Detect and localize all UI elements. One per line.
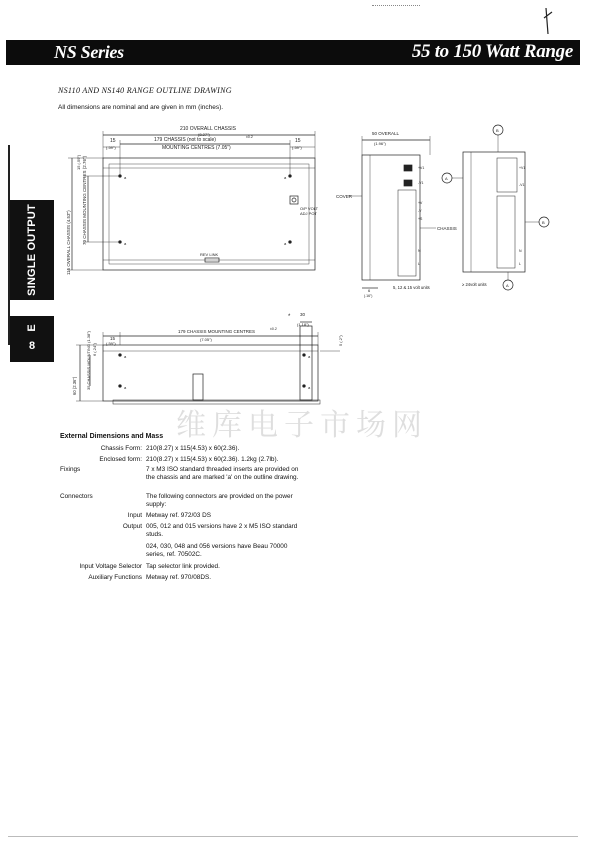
page-tab-letter: E bbox=[26, 324, 38, 332]
spec-label-connectors: Connectors bbox=[60, 493, 93, 500]
svg-text:(1.18"): (1.18") bbox=[297, 322, 309, 327]
svg-text:±0.2: ±0.2 bbox=[246, 135, 253, 139]
svg-text:a: a bbox=[284, 175, 287, 180]
spec-label-input: Input bbox=[127, 512, 142, 519]
svg-text:(.16"): (.16") bbox=[364, 294, 373, 298]
svg-text:-V1: -V1 bbox=[519, 183, 525, 187]
spec-value-enclosed: 210(8.27) x 115(4.53) x 60(2.36). 1.2kg (2.7lb). bbox=[146, 456, 279, 463]
svg-text:-V: -V bbox=[418, 209, 422, 213]
svg-text:*: * bbox=[288, 314, 291, 320]
spec-value-auxiliary: Metway ref. 970/08DS. bbox=[146, 574, 212, 581]
svg-text:B: B bbox=[496, 128, 499, 133]
page-tab-number: 8 bbox=[28, 340, 36, 352]
svg-text:A: A bbox=[445, 176, 448, 181]
spec-value-connectors: The following connectors are provided on the power supply: bbox=[146, 493, 293, 508]
svg-text:N: N bbox=[519, 249, 522, 253]
svg-text:a: a bbox=[124, 385, 127, 390]
spec-value-output: 005, 012 and 015 versions have 2 x M5 ISO standard studs. bbox=[146, 523, 298, 538]
spec-value-input: Metway ref. 972/03 DS bbox=[146, 512, 212, 519]
spec-label-chassis: Chassis Form: bbox=[100, 445, 142, 452]
svg-text:6: 6 bbox=[368, 288, 371, 293]
svg-text:(8.27"): (8.27") bbox=[198, 132, 210, 137]
svg-text:COVER: COVER bbox=[336, 194, 353, 199]
svg-text:-V1: -V1 bbox=[418, 181, 424, 185]
svg-text:50 OVERALL: 50 OVERALL bbox=[372, 131, 400, 136]
front-chassis-label: 179 CHASSIS (not to scale) bbox=[154, 137, 216, 143]
svg-text:O/P VOLT: O/P VOLT bbox=[300, 206, 319, 211]
svg-text:115 OVERALL CHASSIS (4.53"): 115 OVERALL CHASSIS (4.53") bbox=[66, 210, 71, 275]
svg-text:15: 15 bbox=[295, 138, 301, 144]
svg-text:a: a bbox=[308, 385, 311, 390]
series-title: NS Series bbox=[54, 42, 124, 62]
spec-label-fixings: Fixings bbox=[60, 466, 81, 473]
watermark: 维库电子市场网 bbox=[176, 408, 428, 443]
svg-text:N: N bbox=[418, 249, 421, 253]
svg-text:MOUNTING CENTRES (7.05"): MOUNTING CENTRES (7.05") bbox=[162, 145, 231, 151]
svg-text:+V: +V bbox=[418, 201, 423, 205]
range-title: 55 to 150 Watt Range bbox=[411, 41, 573, 62]
svg-text:(7.05"): (7.05") bbox=[200, 337, 212, 342]
svg-text:(.59"): (.59") bbox=[106, 341, 116, 346]
front-view-inner bbox=[109, 164, 309, 264]
svg-text:±0.2: ±0.2 bbox=[270, 327, 277, 331]
spec-label-voltage-selector: Input Voltage Selector bbox=[79, 563, 142, 570]
outline-drawing bbox=[0, 0, 595, 420]
drawing-title: NS110 AND NS140 RANGE OUTLINE DRAWING bbox=[58, 86, 232, 95]
spec-label-enclosed: Enclosed form: bbox=[99, 456, 142, 463]
svg-text:15: 15 bbox=[110, 336, 116, 341]
svg-text:ADJ POT: ADJ POT bbox=[300, 211, 317, 216]
svg-text:+S: +S bbox=[418, 217, 423, 221]
svg-text:≥ 24volt units: ≥ 24volt units bbox=[462, 282, 487, 287]
svg-text:(1.96"): (1.96") bbox=[374, 141, 386, 146]
spec-value-chassis: 210(8.27) x 115(4.53) x 60(2.36). bbox=[146, 445, 240, 452]
spec-value-output-2: 024, 030, 048 and 056 versions have Beau 70000 series, ref. 70502C. bbox=[146, 543, 288, 558]
svg-text:30: 30 bbox=[300, 312, 306, 317]
svg-text:60 (2.36"): 60 (2.36") bbox=[72, 376, 77, 395]
svg-text:5, 12 & 15 volt units: 5, 12 & 15 volt units bbox=[393, 285, 430, 290]
svg-text:15: 15 bbox=[110, 138, 116, 144]
svg-text:70 CHASSIS MOUNTING CENTRES (2: 70 CHASSIS MOUNTING CENTRES (2.76") bbox=[82, 155, 87, 245]
svg-text:+V1: +V1 bbox=[418, 166, 425, 170]
svg-text:(.59"): (.59") bbox=[292, 145, 302, 150]
svg-text:5 (.2"): 5 (.2") bbox=[338, 335, 343, 346]
svg-text:a: a bbox=[124, 241, 127, 246]
specs-title: External Dimensions and Mass bbox=[60, 433, 164, 440]
spec-value-fixings: 7 x M3 ISO standard threaded inserts are provided on the chassis and are marked 'a' on the outline drawing. bbox=[146, 466, 299, 481]
svg-text:+V1: +V1 bbox=[519, 166, 526, 170]
bottom-rule bbox=[8, 836, 578, 837]
svg-text:179 CHASSIS MOUNTING CENTRE: 179 CHASSIS MOUNTING CENTRES bbox=[178, 329, 256, 334]
svg-text:CHASSIS: CHASSIS bbox=[437, 226, 457, 231]
svg-text:a: a bbox=[124, 354, 127, 359]
svg-text:a: a bbox=[284, 241, 287, 246]
section-tab-label: SINGLE OUTPUT bbox=[26, 204, 38, 296]
svg-text:L: L bbox=[418, 262, 420, 266]
front-overall-label: 210 OVERALL CHASSIS bbox=[180, 126, 236, 132]
svg-text:15 (.59"): 15 (.59") bbox=[76, 154, 81, 170]
svg-text:35 CHASSIS MOUNTING (1.38"): 35 CHASSIS MOUNTING (1.38") bbox=[86, 331, 91, 390]
svg-text:B: B bbox=[542, 220, 545, 225]
svg-text:a: a bbox=[124, 175, 127, 180]
spec-value-voltage-selector: Tap selector link provided. bbox=[146, 563, 220, 570]
spec-label-auxiliary: Auxiliary Functions bbox=[88, 574, 142, 581]
dimension-note: All dimensions are nominal and are given in mm (inches). bbox=[58, 104, 224, 111]
svg-text:A: A bbox=[506, 283, 509, 288]
svg-text:6 (.24"): 6 (.24") bbox=[92, 343, 97, 356]
svg-text:(.59"): (.59") bbox=[106, 145, 116, 150]
svg-text:a: a bbox=[308, 354, 311, 359]
svg-text:REV LINK: REV LINK bbox=[200, 252, 219, 257]
svg-text:L: L bbox=[519, 262, 521, 266]
spec-label-output: Output bbox=[122, 523, 142, 530]
